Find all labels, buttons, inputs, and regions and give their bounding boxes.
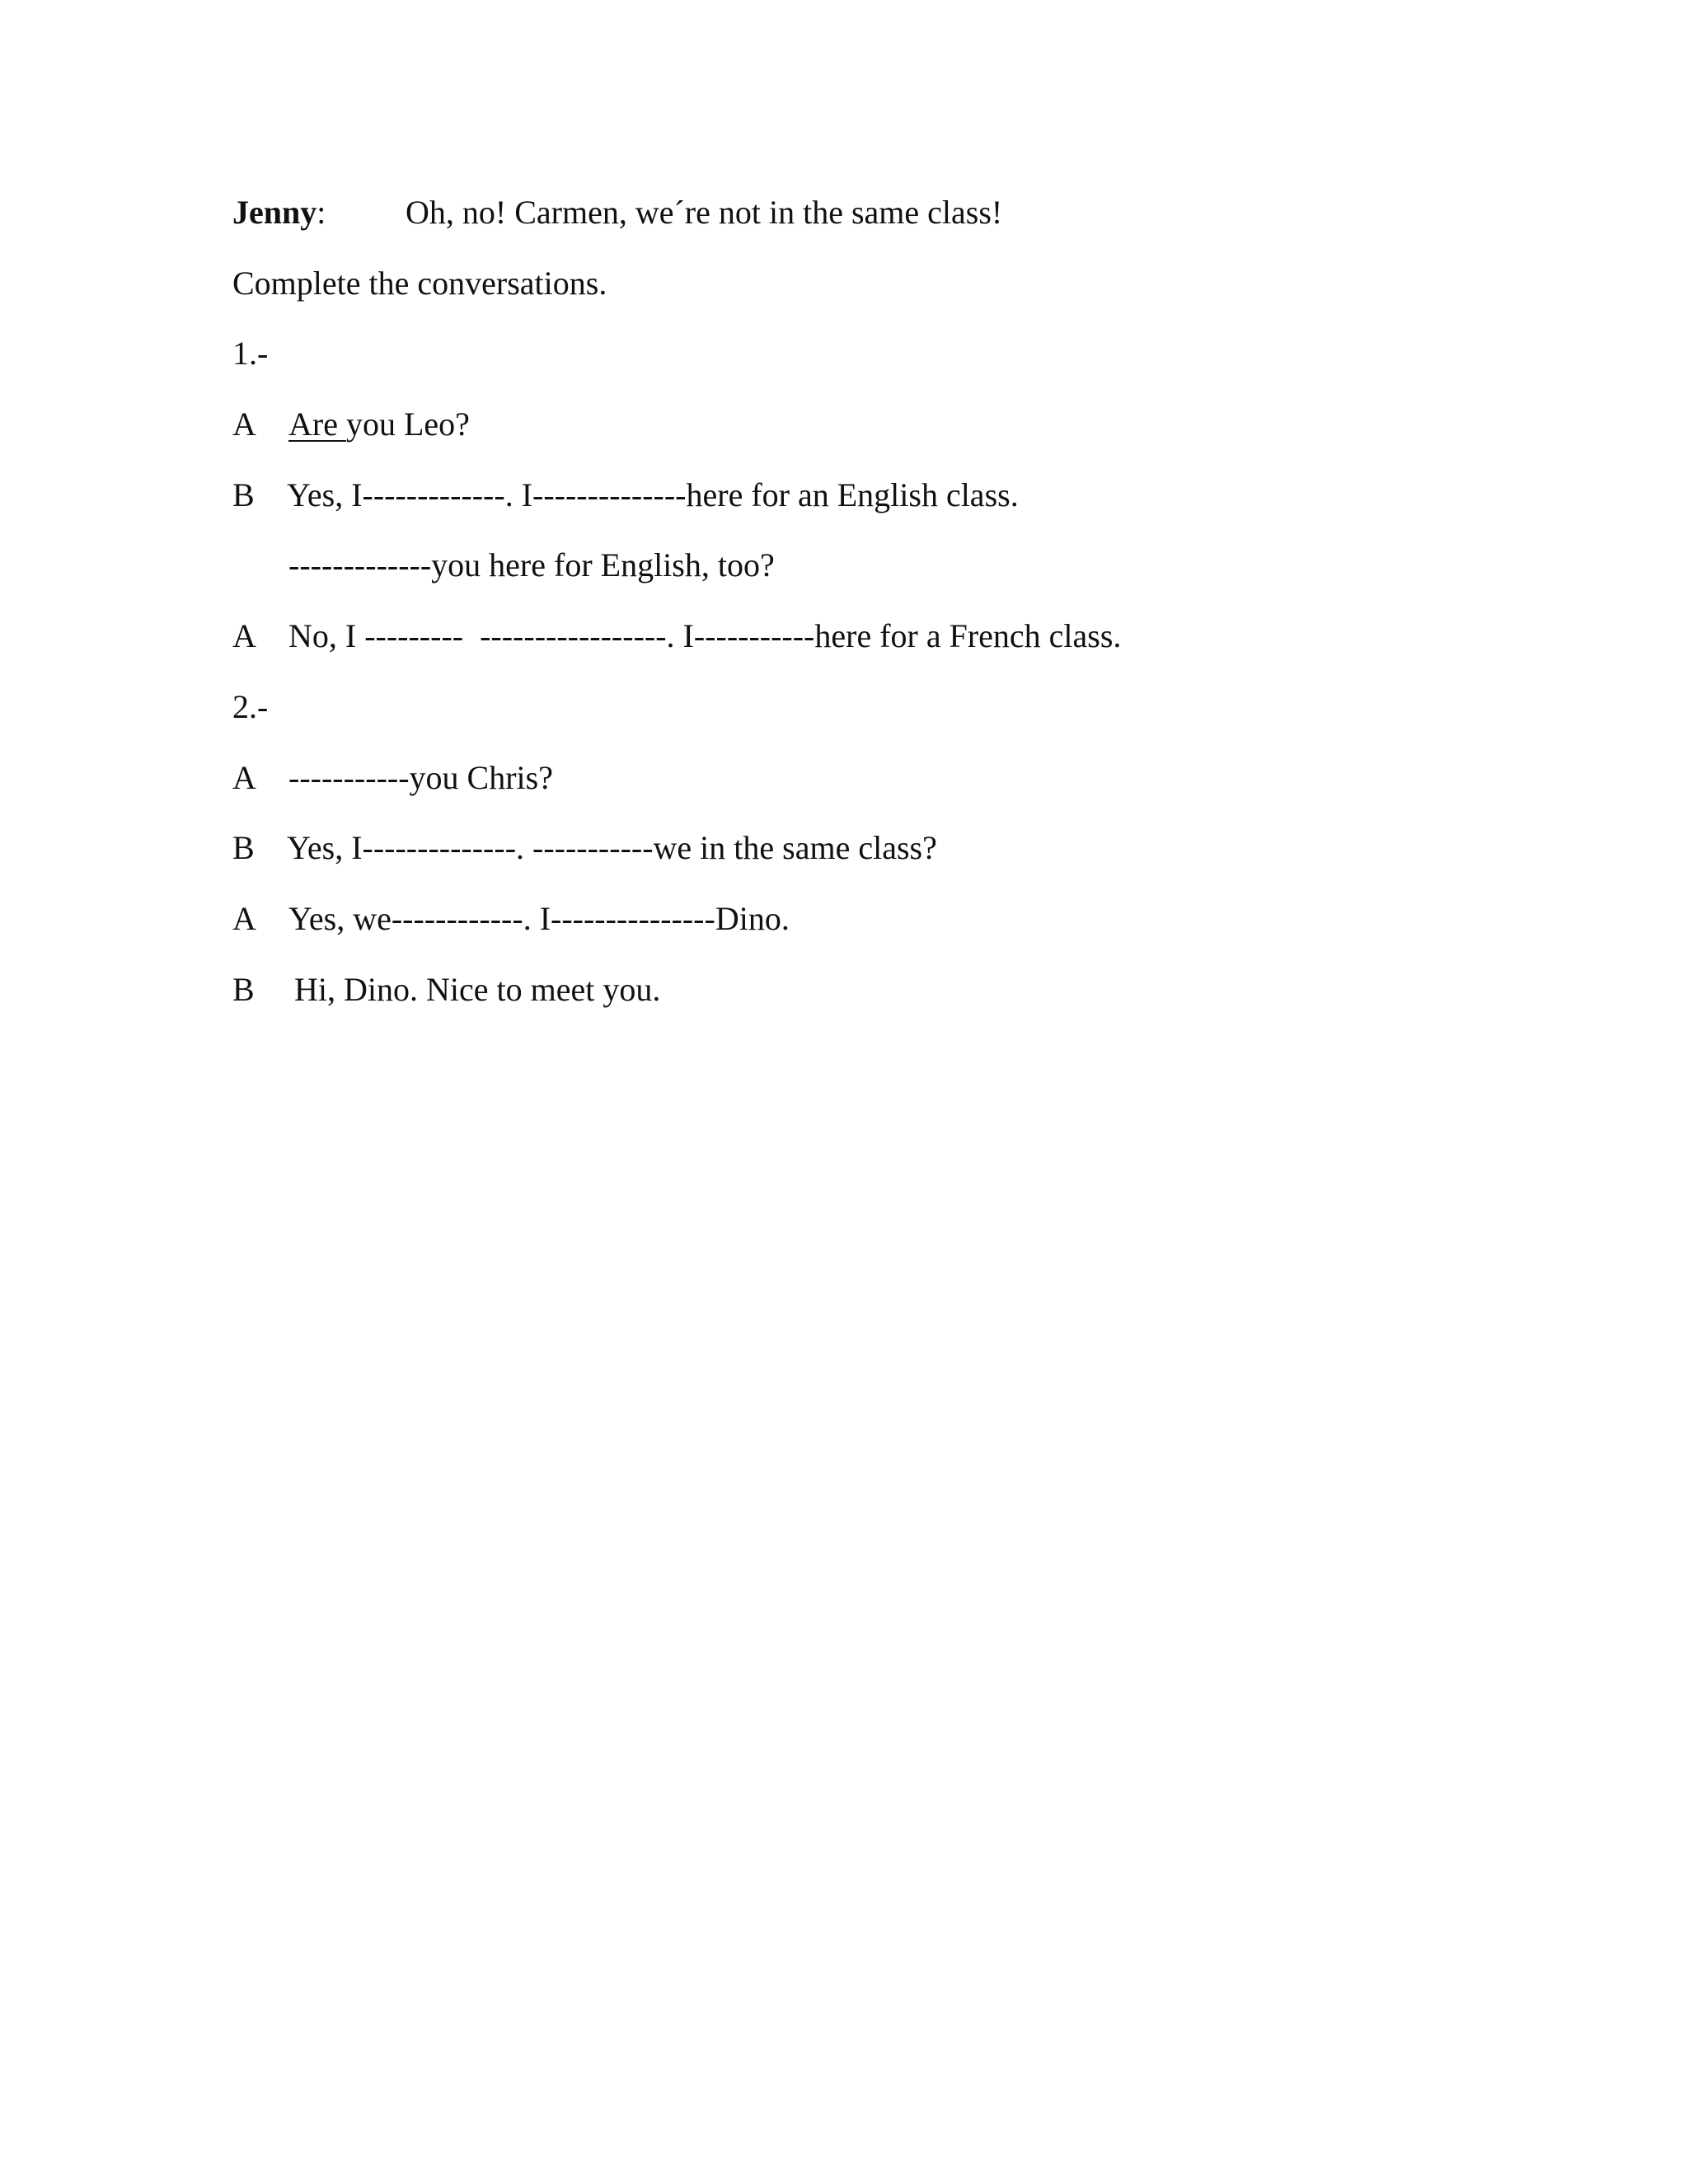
- example-answer: Are: [288, 405, 346, 443]
- conversation-1-number: 1.-: [232, 335, 269, 372]
- jenny-text: Oh, no! Carmen, we´re not in the same class!: [406, 194, 1003, 231]
- speaker-label: A: [232, 405, 256, 443]
- jenny-speaker: [232, 193, 326, 232]
- speaker-label: A: [232, 759, 256, 796]
- speaker-label: B: [232, 476, 255, 513]
- conversation-2-number: 2.-: [232, 688, 269, 725]
- dialogue-text: No, I --------- -----------------. I-----------here for a French class.: [288, 617, 1122, 654]
- speaker-label: A: [232, 900, 256, 937]
- dialogue-text: Yes, I-------------. I--------------here for an English class.: [287, 476, 1019, 513]
- speaker-label: B: [232, 971, 255, 1008]
- dialogue-text: Yes, I--------------. -----------we in the same class?: [287, 829, 937, 866]
- instruction: Complete the conversations.: [232, 265, 607, 302]
- dialogue-text: [288, 405, 470, 444]
- dialogue-text: Hi, Dino. Nice to meet you.: [294, 971, 661, 1008]
- jenny-colon: :: [316, 194, 326, 231]
- speaker-label: A: [232, 617, 256, 654]
- dialogue-text: Yes, we------------. I---------------Dino.: [288, 900, 790, 937]
- speaker-label: B: [232, 829, 255, 866]
- dialogue-text: -------------you here for English, too?: [288, 546, 775, 583]
- jenny-name: Jenny: [232, 194, 317, 231]
- dialogue-text-rest: you Leo?: [345, 405, 470, 443]
- dialogue-text: -----------you Chris?: [288, 759, 553, 796]
- conversation-2-line-4: [232, 970, 661, 1128]
